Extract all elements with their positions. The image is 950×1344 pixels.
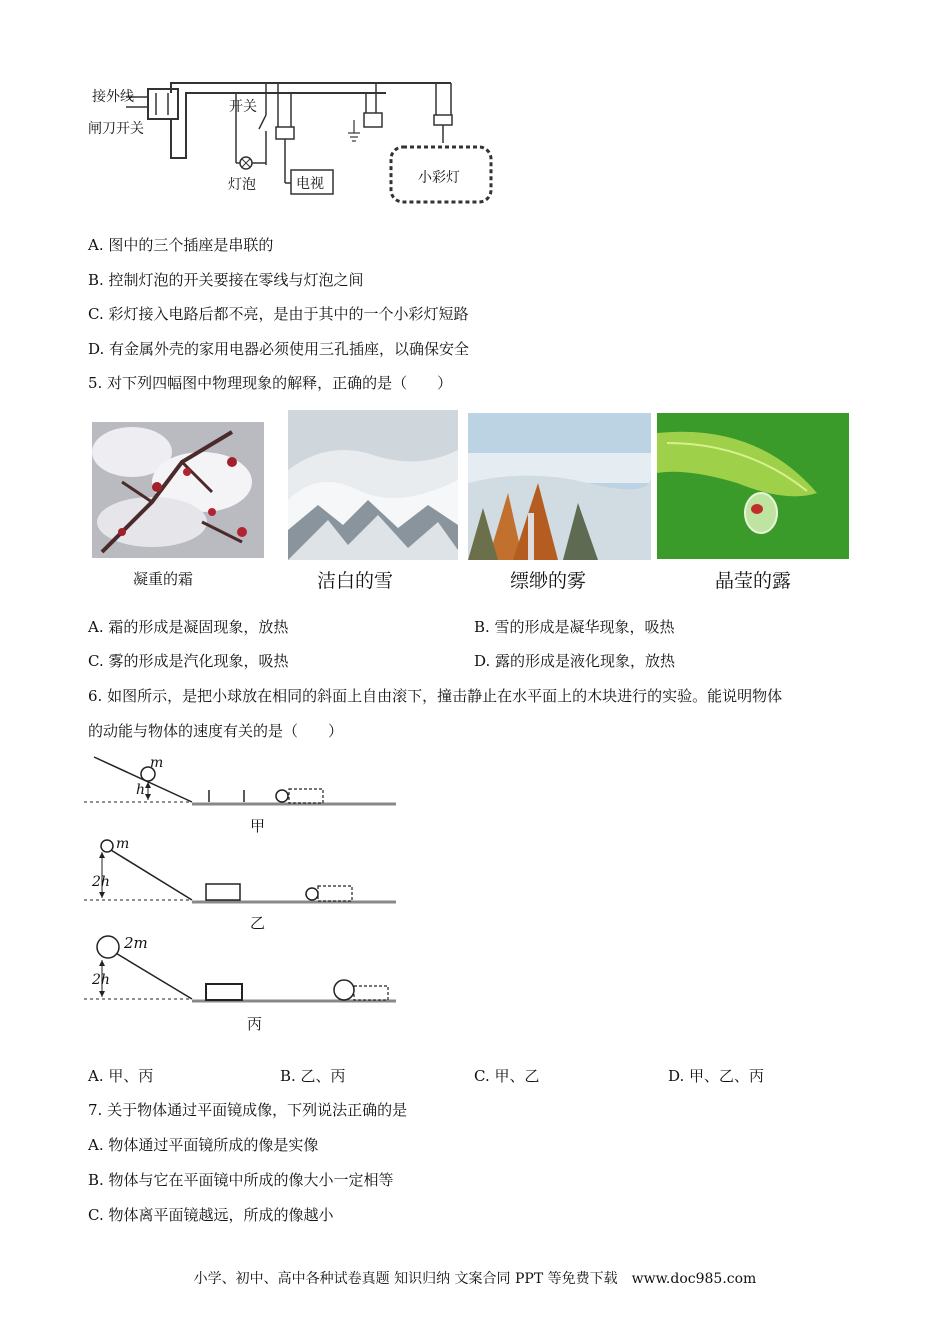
- q7-option-c: C. 物体离平面镜越远，所成的像越小: [88, 1206, 334, 1224]
- fig-label-2h-2: 2h: [92, 972, 110, 988]
- q7-stem: 7. 关于物体通过平面镜成像，下列说法正确的是: [88, 1101, 408, 1119]
- circuit-label-tv: 电视: [296, 176, 324, 192]
- fig-label-bing: 丙: [247, 1015, 263, 1033]
- page-footer: 小学、初中、高中各种试卷真题 知识归纳 文案合同 PPT 等免费下载 www.doc985.com: [193, 1271, 757, 1287]
- q5-option-d: D. 露的形成是液化现象，放热: [474, 652, 676, 670]
- fog-caption: 缥缈的雾: [509, 570, 586, 592]
- fig-label-m-2: m: [116, 836, 130, 852]
- circuit-label-switch: 开关: [229, 99, 257, 115]
- snow-photo: [288, 410, 458, 560]
- q6-figure: [84, 752, 404, 1042]
- q4-option-d: D. 有金属外壳的家用电器必须使用三孔插座，以确保安全: [88, 340, 470, 358]
- frost-photo: [92, 422, 264, 558]
- q4-option-c: C. 彩灯接入电路后都不亮，是由于其中的一个小彩灯短路: [88, 305, 469, 323]
- q7-option-a: A. 物体通过平面镜所成的像是实像: [88, 1136, 319, 1154]
- frost-caption: 凝重的霜: [132, 570, 193, 588]
- dew-photo: [657, 413, 849, 559]
- snow-caption: 洁白的雪: [316, 570, 393, 592]
- q5-option-b: B. 雪的形成是凝华现象，吸热: [474, 618, 675, 636]
- fig-label-m: m: [150, 755, 164, 771]
- q6-option-b: B. 乙、丙: [280, 1067, 346, 1085]
- q6-option-d: D. 甲、乙、丙: [668, 1067, 765, 1085]
- fog-photo: [468, 413, 651, 560]
- fig-label-yi: 乙: [250, 914, 266, 932]
- circuit-label-outer: 接外线: [92, 89, 134, 105]
- q5-stem: 5. 对下列四幅图中物理现象的解释，正确的是（ ）: [88, 374, 453, 392]
- fig-label-h: h: [136, 782, 146, 798]
- circuit-label-lights: 小彩灯: [418, 170, 460, 186]
- q7-option-b: B. 物体与它在平面镜中所成的像大小一定相等: [88, 1171, 394, 1189]
- fig-label-2h: 2h: [92, 874, 110, 890]
- q5-option-c: C. 雾的形成是汽化现象，吸热: [88, 652, 289, 670]
- q6-stem-line1: 6. 如图所示，是把小球放在相同的斜面上自由滚下，撞击静止在水平面上的木块进行的实验。能说明物体: [88, 687, 783, 705]
- dew-caption: 晶莹的露: [714, 570, 791, 592]
- q6-option-c: C. 甲、乙: [474, 1067, 540, 1085]
- q6-stem-line2: 的动能与物体的速度有关的是（ ）: [88, 722, 344, 740]
- q5-option-a: A. 霜的形成是凝固现象，放热: [88, 618, 289, 636]
- circuit-label-bulb: 灯泡: [228, 177, 256, 193]
- q4-option-a: A. 图中的三个插座是串联的: [88, 236, 274, 254]
- q6-option-a: A. 甲、丙: [88, 1067, 154, 1085]
- fig-label-jia: 甲: [250, 817, 266, 835]
- fig-label-2m: 2m: [124, 934, 148, 952]
- q4-option-b: B. 控制灯泡的开关要接在零线与灯泡之间: [88, 271, 364, 289]
- circuit-label-knife: 闸刀开关: [88, 121, 144, 137]
